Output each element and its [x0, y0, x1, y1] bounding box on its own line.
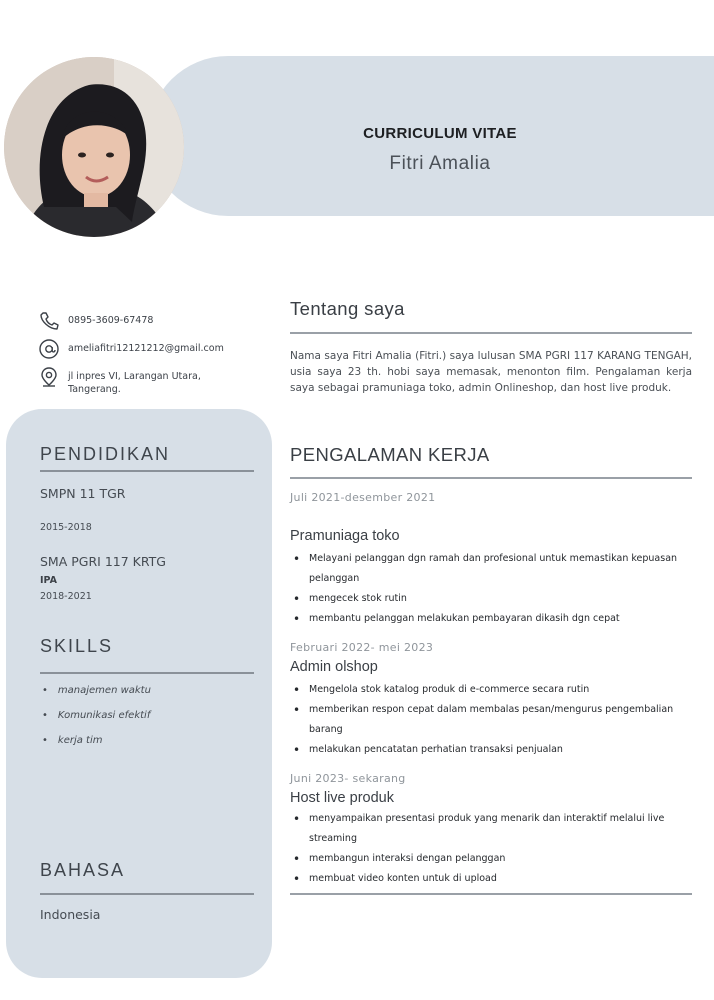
skills-divider — [40, 672, 254, 674]
job-period: Februari 2022- mei 2023 — [290, 641, 434, 654]
profile-photo — [4, 57, 184, 237]
contact-address — [38, 366, 268, 396]
email-address: ameliafitri12121212@gmail.com — [68, 343, 224, 354]
person-name: Fitri Amalia — [389, 153, 491, 174]
experience-heading: PENGALAMAN KERJA — [290, 444, 490, 465]
job-period: Juni 2023- sekarang — [290, 772, 406, 785]
language-divider — [40, 893, 254, 895]
duty-item: • memberikan respon cepat dalam membalas pesan/mengurus pengembalian barang — [293, 700, 693, 740]
about-divider — [290, 332, 692, 334]
job-duties — [293, 680, 693, 760]
education-major: IPA — [40, 575, 57, 586]
duty-item: • membuat video konten untuk di upload — [293, 869, 693, 889]
education-school: SMA PGRI 117 KRTG — [40, 554, 166, 569]
about-heading: Tentang saya — [290, 298, 405, 319]
language-heading: BAHASA — [40, 860, 126, 880]
experience-divider — [290, 477, 692, 479]
address-text: jl inpres VI, Larangan Utara, Tangerang. — [68, 371, 201, 395]
skill-item: • manajemen waktu — [42, 685, 151, 696]
phone-number: 0895-3609-67478 — [68, 315, 154, 326]
experience-bottom-divider — [290, 893, 692, 895]
education-school: SMPN 11 TGR — [40, 486, 126, 501]
about-text: Nama saya Fitri Amalia (Fitri.) saya lulusan SMA PGRI 117 KARANG TENGAH, usia saya 23 th. hobi saya memasak, menonton film. Pengalaman kerja saya sebagai pramuniaga toko, admin Onlineshop, dan host live produk. — [290, 350, 692, 394]
duty-item: • melakukan pencatatan perhatian transaksi penjualan — [293, 740, 693, 760]
map-pin-icon — [38, 366, 60, 388]
contact-email — [38, 338, 268, 360]
duty-item: • menyampaikan presentasi produk yang menarik dan interaktif melalui live streaming — [293, 809, 693, 849]
phone-icon — [38, 310, 60, 332]
duty-item: • mengecek stok rutin — [293, 589, 693, 609]
contact-phone — [38, 310, 268, 332]
education-years: 2015-2018 — [40, 522, 92, 533]
skill-item: • Komunikasi efektif — [42, 710, 150, 721]
education-divider — [40, 470, 254, 472]
education-heading: PENDIDIKAN — [40, 444, 171, 464]
skills-heading: SKILLS — [40, 636, 114, 656]
skill-item: • kerja tim — [42, 735, 103, 746]
duty-item: • membangun interaksi dengan pelanggan — [293, 849, 693, 869]
duty-item: • Melayani pelanggan dgn ramah dan profesional untuk memastikan kepuasan pelanggan — [293, 549, 693, 589]
job-duties — [293, 549, 693, 629]
duty-item: • Mengelola stok katalog produk di e-commerce secara rutin — [293, 680, 693, 700]
job-role: Admin olshop — [290, 659, 378, 675]
education-years: 2018-2021 — [40, 591, 92, 602]
job-period: Juli 2021-desember 2021 — [290, 491, 436, 504]
job-role: Host live produk — [290, 790, 394, 806]
job-duties — [293, 809, 693, 889]
job-role: Pramuniaga toko — [290, 528, 400, 544]
at-sign-icon — [38, 338, 60, 360]
language-item: Indonesia — [40, 907, 101, 922]
duty-item: • membantu pelanggan melakukan pembayaran dikasih dgn cepat — [293, 609, 693, 629]
document-title: CURRICULUM VITAE — [363, 125, 517, 142]
